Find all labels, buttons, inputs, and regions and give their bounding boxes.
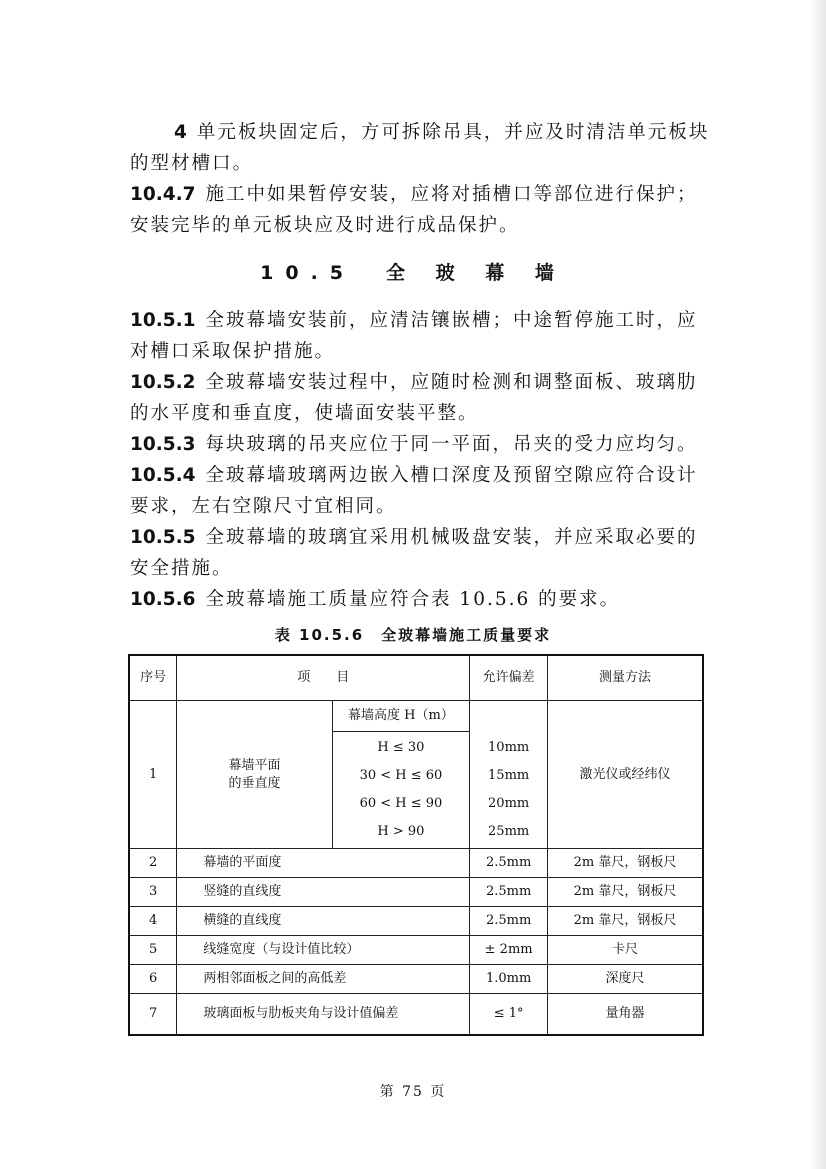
header-item: 项 目 [177,655,470,701]
row-seq: 2 [129,849,177,878]
row1-seq: 1 [129,701,177,849]
row1-item-line1: 幕墙平面 [228,757,281,773]
clause-number: 10.4.7 [130,184,196,205]
clause-text: 全玻幕墙玻璃两边嵌入槽口深度及预留空隙应符合设计要求，左右空隙尺寸宜相同。 [130,465,698,517]
row-seq: 5 [129,936,177,965]
quality-requirements-table [128,654,704,1036]
header-tolerance: 允许偏差 [470,655,548,701]
clause-text: 每块玻璃的吊夹应位于同一平面，吊夹的受力应均匀。 [205,434,698,455]
clause-10-5-2 [130,367,710,429]
row-tolerance: 2.5mm [470,878,548,907]
row-tolerance: ≤ 1° [470,994,548,1036]
row-item: 两相邻面板之间的高低差 [177,965,470,994]
table-title: 表 10.5.6 全玻幕墙施工质量要求 [274,626,552,644]
row-item: 竖缝的直线度 [177,878,470,907]
row-item: 幕墙的平面度 [177,849,470,878]
table-row [129,965,703,994]
row-method: 卡尺 [548,936,703,965]
table-row [129,849,703,878]
range-h-over-90: H > 90 [377,824,425,839]
table-row [129,878,703,907]
table-row [129,701,703,732]
row1-tolerance-stack [470,701,548,849]
clause-text: 施工中如果暂停安装，应将对插槽口等部位进行保护；安装完毕的单元板块应及时进行成品保护。 [130,184,698,236]
clause-10-5-3 [130,429,710,460]
clause-number: 10.5.6 [130,589,196,610]
range-h-60: 30 < H ≤ 60 [359,768,443,783]
clause-10-5-6 [130,584,710,615]
header-method: 测量方法 [548,655,703,701]
clause-text: 全玻幕墙施工质量应符合表 10.5.6 的要求。 [205,589,621,610]
row-tolerance: ± 2mm [470,936,548,965]
row-method: 量角器 [548,994,703,1036]
row-seq: 7 [129,994,177,1036]
clause-10-5-1 [130,305,710,367]
tolerance-h-over-90: 25mm [488,824,530,839]
row-item: 横缝的直线度 [177,907,470,936]
clause-10-5-4 [130,460,710,522]
row1-item-line2: 的垂直度 [228,775,281,791]
row1-ranges [332,732,470,849]
section-heading: 10.5 全 玻 幕 墙 [260,262,566,284]
header-seq: 序号 [129,655,177,701]
row1-item [177,701,332,849]
row-method: 2m 靠尺，钢板尺 [548,849,703,878]
row-method: 2m 靠尺，钢板尺 [548,878,703,907]
clause-text: 全玻幕墙安装过程中，应随时检测和调整面板、玻璃肋的水平度和垂直度，使墙面安装平整。 [130,372,698,424]
tolerance-h-30: 10mm [488,740,530,755]
table-row [129,936,703,965]
clause-10-5-5 [130,522,710,584]
row-item: 线缝宽度（与设计值比较） [177,936,470,965]
row-seq: 4 [129,907,177,936]
paragraph-item-4 [130,117,710,179]
clause-number: 10.5.2 [130,372,196,393]
item-number: 4 [174,122,187,143]
clause-text: 全玻幕墙的玻璃宜采用机械吸盘安装，并应采取必要的安全措施。 [130,527,698,579]
row-tolerance: 2.5mm [470,907,548,936]
clause-10-4-7 [130,179,710,241]
range-h-30: H ≤ 30 [377,740,425,755]
page-edge-shadow [808,0,826,1169]
tolerance-h-60: 15mm [488,768,530,783]
row-method: 2m 靠尺，钢板尺 [548,907,703,936]
row-method: 深度尺 [548,965,703,994]
clause-text: 全玻幕墙安装前，应清洁镶嵌槽；中途暂停施工时，应对槽口采取保护措施。 [130,310,698,362]
tolerance-h-90: 20mm [488,796,530,811]
page-number: 第 75 页 [379,1084,447,1100]
row-seq: 3 [129,878,177,907]
clause-number: 10.5.3 [130,434,196,455]
table-row [129,994,703,1036]
table-row [129,907,703,936]
row-tolerance: 2.5mm [470,849,548,878]
row1-method: 激光仪或经纬仪 [548,701,703,849]
table-header-row [129,655,703,701]
row-seq: 6 [129,965,177,994]
range-h-90: 60 < H ≤ 90 [359,796,443,811]
clause-number: 10.5.5 [130,527,196,548]
clause-number: 10.5.4 [130,465,196,486]
row-tolerance: 1.0mm [470,965,548,994]
item-text: 单元板块固定后，方可拆除吊具，并应及时清洁单元板块的型材槽口。 [130,122,710,174]
row-item: 玻璃面板与肋板夹角与设计值偏差 [177,994,470,1036]
clause-number: 10.5.1 [130,310,196,331]
row1-sub-header: 幕墙高度 H（m） [332,701,470,732]
